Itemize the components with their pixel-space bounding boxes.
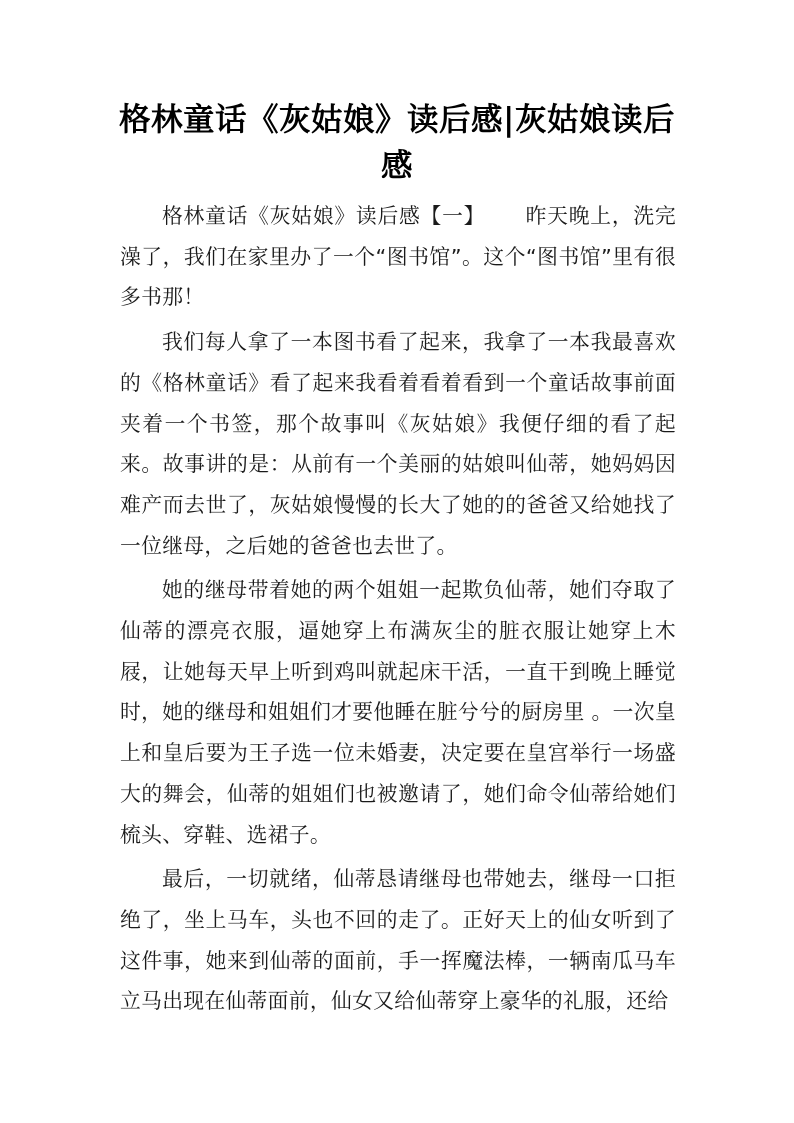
section-heading: 格林童话《灰姑娘》读后感【一】 [162, 204, 486, 228]
paragraph-4: 最后，一切就绪，仙蒂恳请继母也带她去，继母一口拒绝了，坐上马车，头也不回的走了。正好天上的仙女听到了这件事，她来到仙蒂的面前，手一挥魔法棒，一辆南瓜马车立马出现在仙蒂面前，仙女又给仙蒂穿上豪华的礼服，还给 [120, 867, 676, 1014]
document-body [120, 196, 676, 1026]
paragraph-1 [120, 196, 676, 318]
paragraph-1-text: 昨天晚上，洗完澡了，我们在家里办了一个“图书馆”。这个“图书馆”里有很多书那！ [120, 204, 677, 310]
paragraph-3: 她的继母带着她的两个姐姐一起欺负仙蒂，她们夺取了仙蒂的漂亮衣服，逼她穿上布满灰尘的脏衣服让她穿上木屐，让她每天早上听到鸡叫就起床干活，一直干到晚上睡觉时，她的继母和姐姐们才要他睡在脏兮兮的厨房里 。一次皇上和皇后要为王子选一位未婚妻，决定要在皇宫举行一场盛大的舞会，仙蒂的姐姐们也被邀请了，她们命令仙蒂给她们梳头、穿鞋、选裙子。 [120, 578, 676, 847]
paragraph-2: 我们每人拿了一本图书看了起来，我拿了一本我最喜欢的《格林童话》看了起来我看着看着看到一个童话故事前面夹着一个书签，那个故事叫《灰姑娘》我便仔细的看了起来。故事讲的是：从前有一个美丽的姑娘叫仙蒂，她妈妈因难产而去世了，灰姑娘慢慢的长大了她的的爸爸又给她找了一位继母，之后她的爸爸也去世了。 [120, 330, 676, 558]
document-title: 格林童话《灰姑娘》读后感|灰姑娘读后感 [119, 101, 675, 184]
